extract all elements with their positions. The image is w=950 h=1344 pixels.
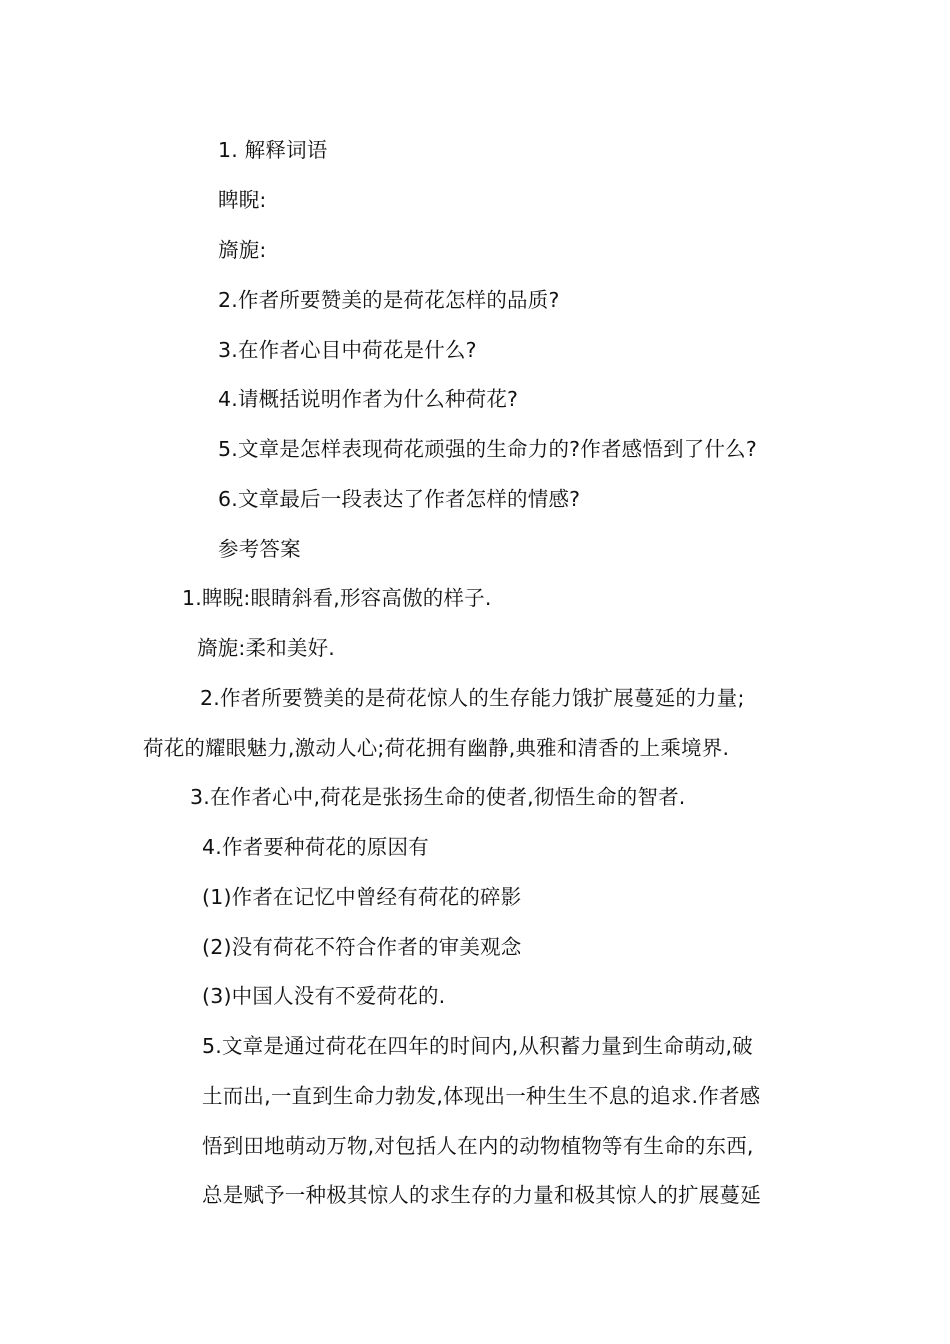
answers-heading: 参考答案 bbox=[218, 537, 301, 561]
answer-4-reason-1: (1)作者在记忆中曾经有荷花的碎影 bbox=[202, 885, 522, 909]
answer-4-intro: 4.作者要种荷花的原因有 bbox=[202, 835, 429, 859]
answer-4-reason-2: (2)没有荷花不符合作者的审美观念 bbox=[202, 935, 522, 959]
answer-3: 3.在作者心中,荷花是张扬生命的使者,彻悟生命的智者. bbox=[190, 785, 686, 809]
question-1-heading: 1. 解释词语 bbox=[218, 138, 328, 162]
answer-1-line-2: 旖旎:柔和美好. bbox=[197, 636, 336, 660]
answer-1-line-1: 1.睥睨:眼睛斜看,形容高傲的样子. bbox=[182, 586, 492, 610]
answer-5-line-1: 5.文章是通过荷花在四年的时间内,从积蓄力量到生命萌动,破 bbox=[202, 1034, 753, 1058]
answer-2-line-1: 2.作者所要赞美的是荷花惊人的生存能力饿扩展蔓延的力量; bbox=[200, 686, 745, 710]
question-6: 6.文章最后一段表达了作者怎样的情感? bbox=[218, 487, 581, 511]
question-5: 5.文章是怎样表现荷花顽强的生命力的?作者感悟到了什么? bbox=[218, 437, 757, 461]
question-2: 2.作者所要赞美的是荷花怎样的品质? bbox=[218, 288, 560, 312]
answer-2-line-2: 荷花的耀眼魅力,激动人心;荷花拥有幽静,典雅和清香的上乘境界. bbox=[143, 736, 730, 760]
answer-5-line-3: 悟到田地萌动万物,对包括人在内的动物植物等有生命的东西, bbox=[202, 1134, 754, 1158]
question-1-word-b: 旖旎: bbox=[218, 238, 267, 262]
question-1-word-a: 睥睨: bbox=[218, 188, 267, 212]
answer-5-line-2: 土而出,一直到生命力勃发,体现出一种生生不息的追求.作者感 bbox=[202, 1084, 761, 1108]
answer-4-reason-3: (3)中国人没有不爱荷花的. bbox=[202, 984, 446, 1008]
answer-5-line-4: 总是赋予一种极其惊人的求生存的力量和极其惊人的扩展蔓延 bbox=[202, 1183, 761, 1207]
question-3: 3.在作者心目中荷花是什么? bbox=[218, 338, 477, 362]
question-4: 4.请概括说明作者为什么种荷花? bbox=[218, 387, 519, 411]
